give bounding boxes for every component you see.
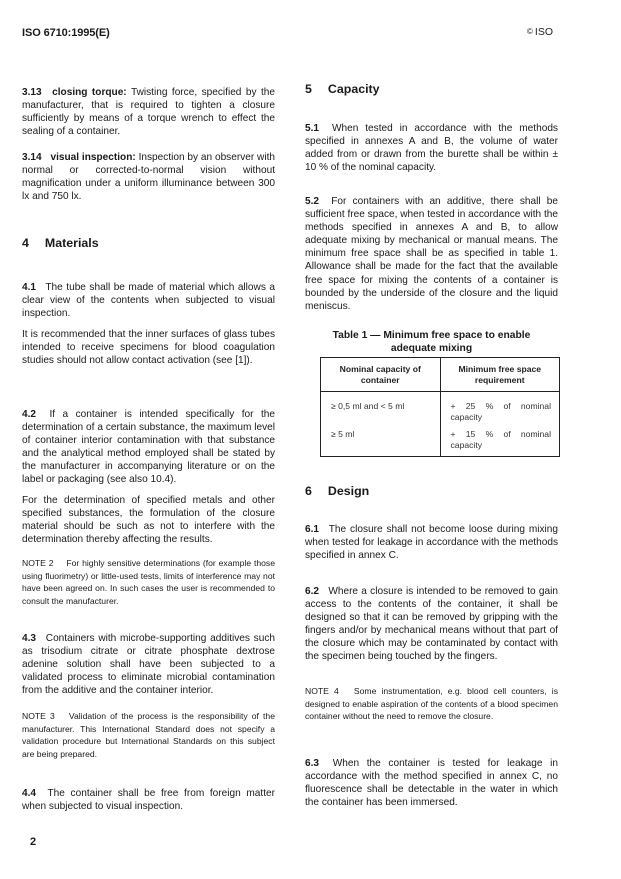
clause-number: 5.1: [305, 123, 320, 134]
clause-number: 4.2: [22, 409, 37, 420]
clause-4-4: [22, 787, 275, 813]
note-text: Some instrumentation, e.g. blood cell counters, is designed to enable aspiration of the contents of a blood specimen container without the need to remove the closure.: [305, 686, 559, 721]
clause-text: When tested in accordance with the methods specified in annexes A and B, the volume of water added from or drawn from the burette shall be within ± 10 % of the nominal capacity.: [305, 123, 558, 174]
clause-5-1: [305, 122, 558, 174]
clause-text: The tube shall be made of material which allows a clear view of the contents when subjected to visual inspection.: [22, 282, 275, 320]
note-label: NOTE 4: [305, 686, 339, 696]
table-cell: + 25 % of nominal capacity: [450, 401, 551, 422]
clause-text: Twisting force, specified by the manufacturer, that is required to tighten a closure sufficiently by means of a torque wrench to effect the sealing of a container.: [22, 87, 276, 138]
document-id: ISO 6710:1995(E): [22, 27, 110, 39]
page-number: 2: [30, 836, 37, 848]
section-heading-capacity: [305, 83, 380, 96]
table-title-line1: Table 1 — Minimum free space to enable: [332, 330, 531, 341]
clause-text: The closure shall not become loose during mixing when tested for leakage in accordance with the methods specified in annex C.: [305, 524, 558, 562]
note-text: Validation of the process is the responsibility of the manufacturer. This International Standard does not specify a validation procedure but International Standards on this subject are being prepared.: [22, 711, 275, 759]
table-title-line2: adequate mixing: [390, 342, 473, 354]
note-3: [22, 710, 275, 760]
section-number: 4: [22, 236, 29, 250]
clause-text: Inspection by an observer with normal or corrected-to-normal vision without magnification under a uniform illuminance between 300 lx and 750 lx.: [22, 152, 275, 203]
clause-number: 5.2: [305, 196, 320, 207]
table-cell: + 15 % of nominal capacity: [450, 429, 551, 450]
clause-text: Where a closure is intended to be removed to gain access to the contents of the container, it shall be designed so that it can be removed by gripping with the fingers and/or by mechanical means without that part of the closure which may be contaminated by contact with the specimen being touched by the fingers.: [305, 586, 558, 663]
note-4: [305, 685, 558, 723]
table-header-row: [321, 358, 560, 392]
note-label: NOTE 3: [22, 711, 55, 721]
term: visual inspection:: [50, 152, 136, 163]
clause-5-2: [305, 195, 558, 313]
clause-3-14: [22, 151, 275, 203]
section-number: 6: [305, 484, 312, 498]
clause-number: 4.3: [22, 633, 37, 644]
clause-4-2-para2: For the determination of specified metals and other specified substances, the formulation of the closure material should be such as not to interfere with the determination thereby affecting the results.: [22, 495, 275, 546]
section-title: Capacity: [327, 82, 380, 96]
column-header: Minimum free space requirement: [440, 358, 560, 392]
table-1-title: [305, 330, 558, 355]
clause-6-2: [305, 585, 558, 664]
section-number: 5: [305, 82, 312, 96]
clause-number: 3.13: [22, 87, 42, 98]
term: closing torque:: [52, 87, 127, 98]
note-text: For highly sensitive determinations (for example those using fluorimetry) or little-used tests, limits of interference may not have been agreed on. In such cases the user is recommended to consult the manufacturer.: [22, 558, 275, 606]
section-title: Materials: [44, 236, 99, 250]
clause-3-13: [22, 86, 275, 138]
clause-text: When the container is tested for leakage in accordance with the method specified in annex C, no fluorescence shall be detectable in the water in which the container has been immersed.: [305, 758, 558, 809]
section-title: Design: [327, 484, 370, 498]
clause-4-3: [22, 632, 275, 697]
clause-text: The container shall be free from foreign matter when subjected to visual inspection.: [22, 788, 275, 813]
table-row: [321, 426, 560, 457]
copyright-icon: ©: [527, 27, 533, 36]
clause-number: 3.14: [22, 152, 42, 163]
clause-number: 6.1: [305, 524, 320, 535]
clause-4-1: [22, 281, 275, 320]
copyright-owner: ISO: [534, 26, 553, 38]
column-header: Nominal capacity of container: [321, 358, 441, 392]
note-2: [22, 557, 275, 607]
table-cell: ≥ 0,5 ml and < 5 ml: [321, 392, 441, 427]
clause-4-1-para2: It is recommended that the inner surfaces of glass tubes intended to receive specimens for blood coagulation studies should not allow contact activation (see [1]).: [22, 329, 275, 367]
copyright-notice: [527, 26, 553, 38]
table-cell: ≥ 5 ml: [321, 426, 441, 457]
clause-text: Containers with microbe-supporting additives such as trisodium citrate or citrate phosphate dextrose adenine solution shall have been subjected to a validated process to eliminate microbial contamination from the additive and the container interior.: [22, 633, 275, 697]
section-heading-design: [305, 485, 369, 498]
clause-text: If a container is intended specifically for the determination of a certain substance, the maximum level of container interior contamination with that substance and the analytical method employed shall be stated by the manufacturer in accompanying literature or on the label or packaging (see also 10.4).: [22, 409, 275, 486]
clause-text: For containers with an additive, there shall be sufficient free space, when tested in accordance with the methods specified in annexes A and B, to allow adequate mixing by mechanical or manual means. The minimum free space shall be as specified in table 1. Allowance shall be made for the fact that the available free space for mixing the contents of a container is bounded by the underside of the closure and the liquid meniscus.: [305, 196, 558, 312]
table-1: [320, 357, 560, 457]
section-heading-materials: [22, 237, 99, 250]
clause-4-2: [22, 408, 275, 487]
note-label: NOTE 2: [22, 558, 54, 568]
clause-number: 4.1: [22, 282, 37, 293]
clause-number: 6.2: [305, 586, 320, 597]
clause-6-1: [305, 523, 558, 562]
clause-number: 4.4: [22, 788, 37, 799]
clause-number: 6.3: [305, 758, 320, 769]
table-row: [321, 392, 560, 427]
clause-6-3: [305, 757, 558, 809]
